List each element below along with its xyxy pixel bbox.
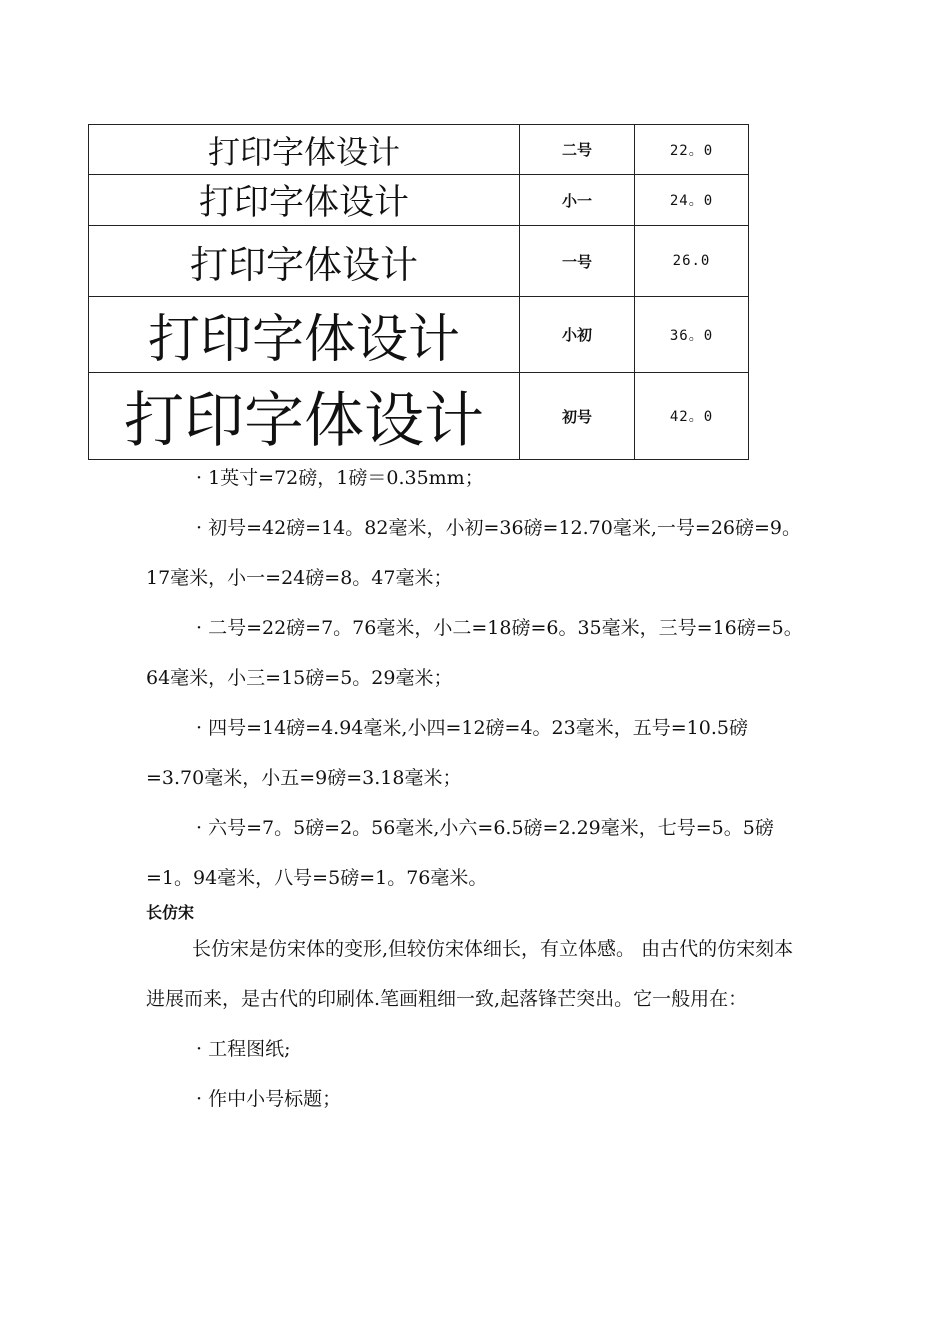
list-item: · 作中小号标题； bbox=[196, 1088, 342, 1110]
point-size: 36。0 bbox=[635, 297, 749, 373]
table-row bbox=[89, 125, 749, 175]
table-row bbox=[89, 297, 749, 373]
note-paragraph: · 初号=42磅=14。82毫米，小初=36磅=12.70毫米,一号=26磅=9。17毫米，小一=24磅=8。47毫米； bbox=[146, 517, 802, 589]
font-sample: 打印字体设计 bbox=[89, 175, 520, 226]
section-long-fangsong bbox=[146, 902, 806, 1124]
section-body: 长仿宋是仿宋体的变形,但较仿宋体细长，有立体感。 由古代的仿宋刻本进展而来，是古代的印刷体.笔画粗细一致,起落锋芒突出。它一般用在： bbox=[146, 938, 794, 1010]
size-name: 小初 bbox=[520, 297, 635, 373]
size-name: 小一 bbox=[520, 175, 635, 226]
size-name: 一号 bbox=[520, 226, 635, 297]
font-sample: 打印字体设计 bbox=[89, 373, 520, 460]
section-heading: 长仿宋 bbox=[146, 903, 195, 922]
size-name: 二号 bbox=[520, 125, 635, 175]
note-paragraph: · 六号=7。5磅=2。56毫米,小六=6.5磅=2.29毫米，七号=5。5磅=1。94毫米，八号=5磅=1。76毫米。 bbox=[146, 817, 774, 889]
size-name: 初号 bbox=[520, 373, 635, 460]
table-row bbox=[89, 373, 749, 460]
table-row bbox=[89, 175, 749, 226]
note-paragraph: · 1英寸=72磅，1磅＝0.35mm； bbox=[196, 467, 484, 489]
note-paragraph: · 二号=22磅=7。76毫米，小二=18磅=6。35毫米，三号=16磅=5。64毫米，小三=15磅=5。29毫米； bbox=[146, 617, 803, 689]
point-size: 42。0 bbox=[635, 373, 749, 460]
font-sample: 打印字体设计 bbox=[89, 125, 520, 175]
font-sample: 打印字体设计 bbox=[89, 297, 520, 373]
conversion-notes bbox=[146, 453, 806, 903]
point-size: 26.0 bbox=[635, 226, 749, 297]
point-size: 24。0 bbox=[635, 175, 749, 226]
font-sample: 打印字体设计 bbox=[89, 226, 520, 297]
note-paragraph: · 四号=14磅=4.94毫米,小四=12磅=4。23毫米，五号=10.5磅=3.70毫米，小五=9磅=3.18毫米； bbox=[146, 717, 748, 789]
list-item: · 工程图纸; bbox=[196, 1038, 291, 1060]
font-size-table bbox=[88, 124, 749, 460]
point-size: 22。0 bbox=[635, 125, 749, 175]
table-row bbox=[89, 226, 749, 297]
